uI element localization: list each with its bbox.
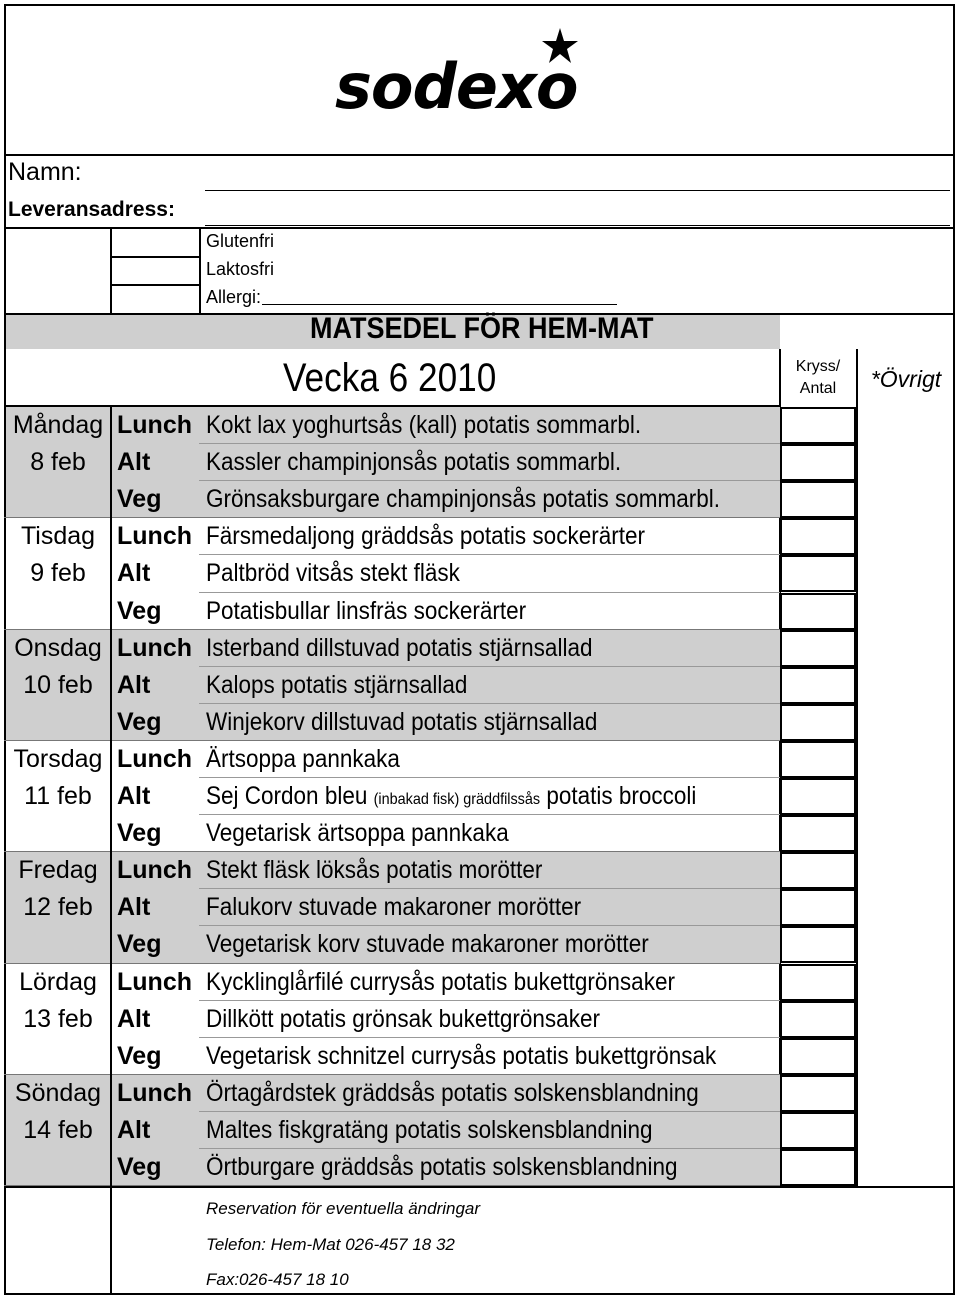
meal-type: Veg <box>117 819 162 848</box>
day-name: Onsdag <box>14 633 102 662</box>
header-divider-top <box>4 154 955 156</box>
meal-type: Lunch <box>117 633 192 662</box>
option-laktosfri: Laktosfri <box>206 259 275 279</box>
dish-part: potatis broccoli <box>540 782 697 810</box>
table-bottom-line <box>4 1186 955 1188</box>
laktosfri-checkbox[interactable] <box>112 258 199 284</box>
order-quantity-box[interactable] <box>780 704 856 741</box>
allergi-field[interactable] <box>262 288 617 305</box>
day-column-line <box>110 407 112 1186</box>
order-quantity-box[interactable] <box>780 630 856 667</box>
day-name: Tisdag <box>20 522 96 551</box>
order-quantity-box[interactable] <box>780 852 856 889</box>
dish-description: Vegetarisk schnitzel currysås potatis bukettgrönsak <box>206 1041 717 1070</box>
kryss-antal-header <box>780 356 856 400</box>
meal-type: Veg <box>117 1041 162 1070</box>
order-quantity-box[interactable] <box>780 778 856 815</box>
delivery-address-field[interactable] <box>205 205 950 226</box>
meal-type: Lunch <box>117 522 192 551</box>
option-grid-line <box>199 227 201 315</box>
dish-part: (inbakad fisk) gräddfilssås <box>373 791 541 808</box>
day-date: 14 feb <box>23 1115 93 1144</box>
dish-description: Isterband dillstuvad potatis stjärnsallad <box>206 633 593 662</box>
order-quantity-box[interactable] <box>780 741 856 778</box>
antal-label: Antal <box>799 380 837 397</box>
sodexo-logo <box>335 26 605 123</box>
delivery-address-label: Leveransadress: <box>8 198 175 221</box>
day-name: Måndag <box>12 411 104 439</box>
name-label: Namn: <box>8 158 82 186</box>
order-quantity-box[interactable] <box>780 1075 856 1112</box>
dish-description: Vegetarisk ärtsoppa pannkaka <box>206 819 509 848</box>
day-date: 9 feb <box>30 559 86 588</box>
day-date: 12 feb <box>23 893 93 922</box>
dish-description: Paltbröd vitsås stekt fläsk <box>206 559 460 588</box>
meal-type: Alt <box>117 893 151 922</box>
dish-description: Stekt fläsk löksås potatis morötter <box>206 856 543 885</box>
meal-type: Veg <box>117 596 162 625</box>
dish-part: Sej Cordon bleu <box>206 782 374 810</box>
order-quantity-box[interactable] <box>780 518 856 555</box>
day-date: 8 feb <box>30 448 86 477</box>
meal-type: Alt <box>117 782 151 810</box>
week-label: Vecka 6 2010 <box>283 356 497 400</box>
order-quantity-box[interactable] <box>780 593 856 630</box>
meal-type: Veg <box>117 1153 162 1181</box>
order-quantity-box[interactable] <box>780 1001 856 1038</box>
order-quantity-box[interactable] <box>780 815 856 852</box>
dish-description: Ärtsoppa pannkaka <box>206 744 400 773</box>
dish-description: Maltes fiskgratäng potatis solskensblandning <box>206 1115 653 1144</box>
glutenfri-checkbox[interactable] <box>112 229 199 256</box>
order-quantity-box[interactable] <box>780 555 856 592</box>
dish-description: Dillkött potatis grönsak bukettgrönsaker <box>206 1004 600 1033</box>
name-field[interactable] <box>205 170 950 191</box>
table-top-line <box>4 405 780 407</box>
dish-description: Falukorv stuvade makaroner morötter <box>206 893 582 922</box>
fax-info: Fax:026-457 18 10 <box>206 1270 349 1289</box>
menu-title: MATSEDEL FÖR HEM-MAT <box>310 312 654 345</box>
reservation-note: Reservation för eventuella ändringar <box>206 1199 481 1218</box>
meal-type: Alt <box>117 670 151 699</box>
day-date: 13 feb <box>23 1004 93 1033</box>
meal-type: Veg <box>117 485 162 514</box>
order-quantity-box[interactable] <box>780 481 856 518</box>
meal-type: Alt <box>117 1004 151 1033</box>
dish-description: Grönsaksburgare champinjonsås potatis sommarbl. <box>206 485 720 514</box>
logo-wordmark: sodexo <box>335 50 578 123</box>
footer-column-line <box>110 1186 112 1295</box>
day-name: Söndag <box>14 1078 102 1107</box>
dish-description: Winjekorv dillstuvad potatis stjärnsallad <box>206 707 598 736</box>
order-quantity-box[interactable] <box>780 667 856 704</box>
dish-description: Kassler champinjonsås potatis sommarbl. <box>206 448 622 477</box>
allergi-checkbox[interactable] <box>112 286 199 314</box>
day-date: 10 feb <box>23 670 93 699</box>
dish-description: Örtagårdstek gräddsås potatis solskensblandning <box>206 1078 699 1107</box>
order-quantity-box[interactable] <box>780 407 856 444</box>
meal-type: Alt <box>117 1115 151 1144</box>
dish-description: Kycklinglårfilé currysås potatis bukettgrönsaker <box>206 967 675 996</box>
meal-type: Alt <box>117 559 151 588</box>
order-quantity-box[interactable] <box>780 444 856 481</box>
meal-type: Alt <box>117 448 151 477</box>
meal-type: Lunch <box>117 967 192 996</box>
ovrigt-column-line <box>856 349 858 1187</box>
dish-description: Vegetarisk korv stuvade makaroner morötter <box>206 930 649 959</box>
order-quantity-box[interactable] <box>780 889 856 926</box>
order-quantity-box[interactable] <box>780 926 856 963</box>
day-name: Lördag <box>19 967 97 996</box>
star-icon <box>540 26 580 66</box>
phone-info: Telefon: Hem-Mat 026-457 18 32 <box>206 1235 455 1254</box>
kryss-label: Kryss/ <box>795 358 841 375</box>
dish-description: Örtburgare gräddsås potatis solskensblandning <box>206 1153 678 1181</box>
day-name: Fredag <box>18 856 98 885</box>
dish-description: Potatisbullar linsfräs sockerärter <box>206 596 527 625</box>
order-quantity-box[interactable] <box>780 1038 856 1075</box>
ovrigt-header: *Övrigt <box>870 366 942 392</box>
option-allergi: Allergi: <box>206 287 262 307</box>
dish-description: Kalops potatis stjärnsallad <box>206 670 468 699</box>
order-quantity-box[interactable] <box>780 1112 856 1149</box>
order-quantity-box[interactable] <box>780 1149 856 1186</box>
dish-description: Färsmedaljong gräddsås potatis sockerärter <box>206 522 645 551</box>
meal-type: Lunch <box>117 856 192 885</box>
meal-type: Lunch <box>117 744 192 773</box>
dish-description: Kokt lax yoghurtsås (kall) potatis sommarbl. <box>206 411 642 439</box>
order-quantity-box[interactable] <box>780 964 856 1001</box>
meal-type: Veg <box>117 707 162 736</box>
meal-type: Lunch <box>117 1078 192 1107</box>
meal-type: Lunch <box>117 411 192 439</box>
day-name: Torsdag <box>13 744 103 773</box>
option-glutenfri: Glutenfri <box>206 231 275 251</box>
day-date: 11 feb <box>24 782 92 810</box>
dish-description <box>206 778 696 818</box>
meal-type: Veg <box>117 930 162 959</box>
